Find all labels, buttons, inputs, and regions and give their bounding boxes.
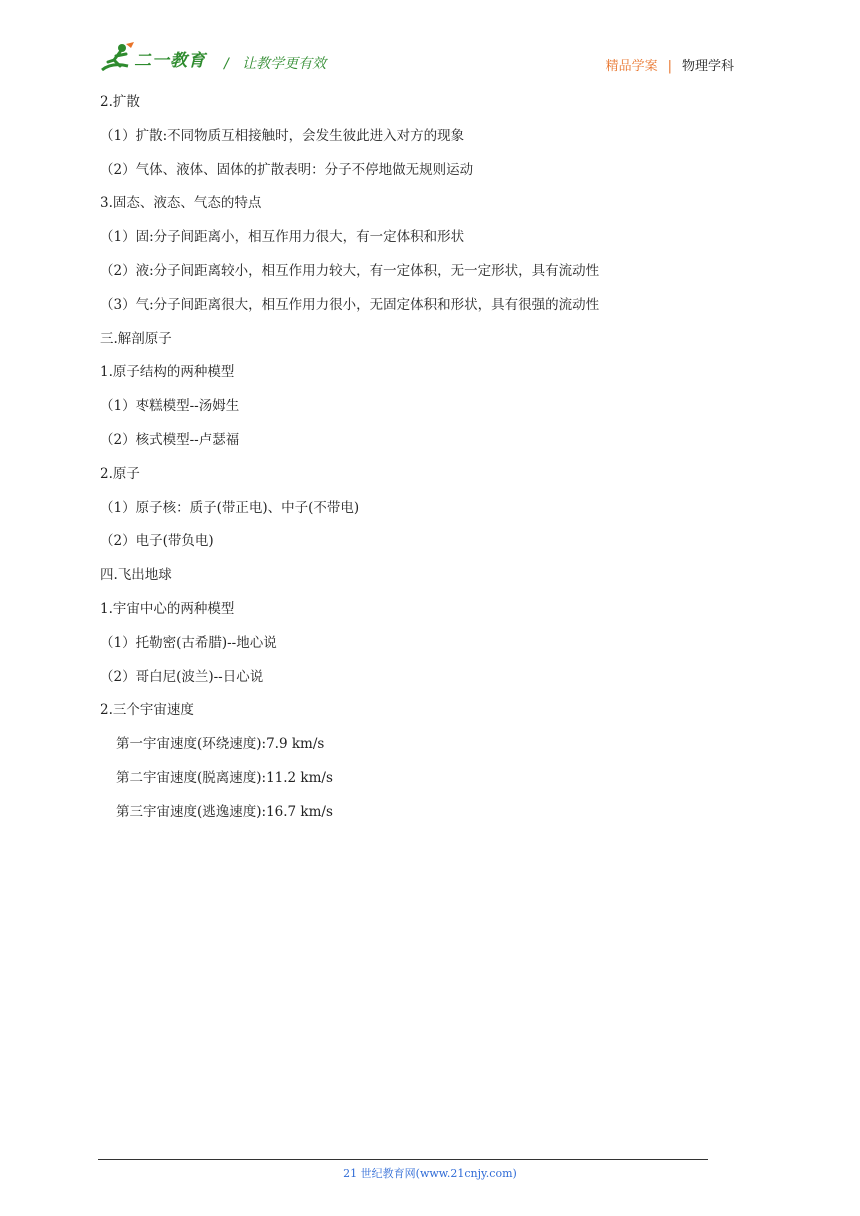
- text-line: 3.固态、液态、气态的特点: [100, 195, 262, 212]
- footer-divider: [98, 1159, 708, 1160]
- subject-label: 物理学科: [681, 59, 734, 74]
- header-right: [606, 55, 734, 74]
- section-heading: 四.飞出地球: [100, 567, 172, 584]
- runner-logo-icon: [98, 40, 138, 76]
- text-line: 2.扩散: [100, 94, 140, 110]
- document-body: [100, 86, 740, 830]
- text-line: 第三宇宙速度(逃逸速度):16.7 km/s: [116, 803, 333, 820]
- text-line: （2）哥白尼(波兰)--日心说: [100, 668, 264, 685]
- text-line: 第一宇宙速度(环绕速度):7.9 km/s: [116, 736, 325, 753]
- text-line: （1）固:分子间距离小，相互作用力很大，有一定体积和形状: [100, 229, 465, 246]
- text-line: （2）电子(带负电): [100, 533, 214, 550]
- header-separator: |: [667, 59, 672, 74]
- text-line: 2.三个宇宙速度: [100, 702, 194, 719]
- text-line: （1）枣糕模型--汤姆生: [100, 398, 240, 415]
- brand-label: 精品学案: [605, 59, 658, 74]
- text-line: （2）气体、液体、固体的扩散表明：分子不停地做无规则运动: [100, 161, 474, 178]
- slogan-text: 让教学更有效: [242, 56, 327, 72]
- text-line: 2.原子: [100, 465, 140, 482]
- text-line: 第二宇宙速度(脱离速度):11.2 km/s: [116, 769, 333, 786]
- text-line: （1）托勒密(古希腊)--地心说: [100, 634, 277, 651]
- page-header: [0, 0, 860, 80]
- logo-text: 二一教育: [134, 51, 206, 71]
- text-line: （1）原子核：质子(带正电)、中子(不带电): [100, 499, 360, 516]
- text-line: （3）气:分子间距离很大，相互作用力很小，无固定体积和形状，具有很强的流动性: [100, 296, 600, 313]
- text-line: （1）扩散:不同物质互相接触时，会发生彼此进入对方的现象: [100, 127, 465, 144]
- footer-text: 21 世纪教育网(www.21cnjy.com): [343, 1167, 517, 1180]
- logo: [98, 40, 208, 76]
- slogan: [224, 53, 326, 73]
- slogan-separator: /: [224, 56, 229, 72]
- text-line: （2）液:分子间距离较小，相互作用力较大，有一定体积，无一定形状，具有流动性: [100, 262, 600, 279]
- text-line: 1.原子结构的两种模型: [100, 364, 235, 381]
- text-line: 1.宇宙中心的两种模型: [100, 600, 235, 617]
- text-line: （2）核式模型--卢瑟福: [100, 431, 240, 448]
- section-heading: 三.解剖原子: [100, 330, 172, 347]
